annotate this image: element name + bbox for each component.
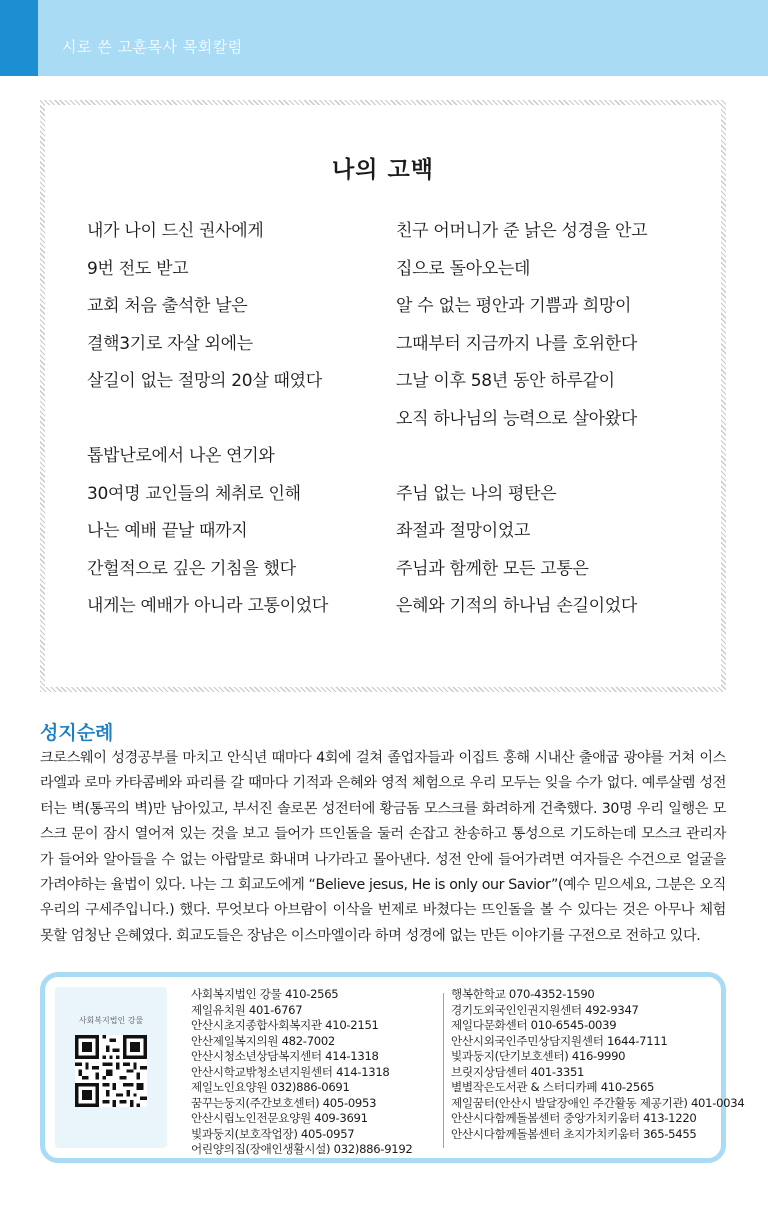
poem-line: 간헐적으로 깊은 기침을 했다 bbox=[87, 558, 296, 579]
pilgrimage-heading: 성지순례 bbox=[40, 722, 114, 744]
directory-entry: 꿈꾸는둥지(주간보호센터) 405-0953 bbox=[191, 1095, 377, 1110]
stanza-gap bbox=[87, 401, 328, 439]
directory-entry: 안산시다함께돌봄센터 중앙가치키움터 413-1220 bbox=[451, 1111, 697, 1125]
directory-entry: 행복한학교 070-4352-1590 bbox=[451, 987, 595, 1001]
qr-card bbox=[55, 987, 167, 1148]
poem-line: 친구 어머니가 준 낡은 성경을 안고 bbox=[396, 221, 648, 241]
poem-line: 살길이 없는 절망의 20살 때였다 bbox=[87, 371, 322, 391]
poem-frame bbox=[40, 100, 726, 692]
directory-entry: 제일유치원 401-6767 bbox=[191, 1002, 303, 1017]
poem-line: 알 수 없는 평안과 기쁨과 희망이 bbox=[396, 296, 632, 316]
poem-line: 나는 예배 끝날 때까지 bbox=[87, 521, 248, 541]
directory-entry: 안산시청소년상담복지센터 414-1318 bbox=[191, 1049, 379, 1063]
directory-entry: 제일꿈터(안산시 발달장애인 주간활동 제공기관) 401-0034 bbox=[451, 1095, 745, 1110]
poem-panel bbox=[45, 105, 721, 687]
poem-line: 오직 하나님의 능력으로 살아왔다 bbox=[396, 408, 638, 429]
directory-entry: 빛과둥지(단기보호센터) 416-9990 bbox=[451, 1049, 626, 1063]
directory-divider bbox=[443, 993, 444, 1148]
qr-caption: 사회복지법인 강물 bbox=[78, 1016, 144, 1025]
directory-right-column bbox=[451, 987, 744, 1142]
poem-line: 톱밥난로에서 나온 연기와 bbox=[87, 446, 275, 466]
poem-line: 9번 전도 받고 bbox=[87, 258, 189, 279]
directory-entry: 경기도외국인인권지원센터 492-9347 bbox=[451, 1002, 639, 1017]
directory-entry: 안산제일복지의원 482-7002 bbox=[191, 1033, 336, 1048]
directory-entry: 안산시립노인전문요양원 409-3691 bbox=[191, 1111, 368, 1125]
directory-entry: 빛과둥지(보호작업장) 405-0957 bbox=[191, 1126, 355, 1141]
directory-entry: 안산시초지종합사회복지관 410-2151 bbox=[191, 1018, 379, 1032]
directory-entry: 안산시외국인주민상담지원센터 1644-7111 bbox=[451, 1033, 668, 1048]
poem-line: 좌절과 절망이었고 bbox=[396, 521, 531, 541]
poem-line: 30여명 교인들의 체취로 인해 bbox=[87, 483, 301, 504]
directory-entry: 별별작은도서관 & 스터디카페 410-2565 bbox=[451, 1080, 655, 1094]
column-series-title: 시로 쓴 고훈목사 목회칼럼 bbox=[62, 38, 243, 56]
poem-line: 교회 처음 출석한 날은 bbox=[87, 296, 248, 316]
directory-entry: 어린양의집(장애인생활시설) 032)886-9192 bbox=[191, 1142, 413, 1156]
poem-line: 은혜와 기적의 하나님 손길이었다 bbox=[396, 596, 638, 616]
directory-entry: 제일다문화센터 010-6545-0039 bbox=[451, 1018, 617, 1032]
directory-entry: 안산시다함께돌봄센터 초지가치키움터 365-5455 bbox=[451, 1126, 697, 1141]
poem-line: 주님 없는 나의 평탄은 bbox=[396, 483, 557, 504]
directory-entry: 제일노인요양원 032)886-0691 bbox=[191, 1080, 350, 1094]
poem-line: 집으로 돌아오는데 bbox=[396, 258, 531, 279]
poem-line: 내게는 예배가 아니라 고통이었다 bbox=[87, 596, 329, 616]
poem-line: 내가 나이 드신 권사에게 bbox=[87, 221, 264, 241]
pilgrimage-body: 크로스웨이 성경공부를 마치고 안식년 때마다 4회에 걸쳐 졸업자들과 이집트 홍해 시내산 출애굽 광야를 거쳐 이스라엘과 로마 카타콤베와 파리를 갈 때마다 기적과 은혜와 영적 체험으로 우리 모두는 잊을 수가 없다. 예루살렘 성전터는 벽(통곡의 벽)만 남아있고, 부서진 솔로몬 성전터에 황금돔 모스크를 화려하게 건축했다. 30명 우리 일행은 모스크 문이 잠시 열어져 있는 것을 보고 들어가 뜨인돌을 둘러 손잡고 찬송하고 통성으로 기도하는데 모스크 관리자가 들어와 알아들을 수 없는 아랍말로 화내며 나가라고 몰아낸다. 성전 안에 들어가려면 여자들은 수건으로 얼굴을 가려야하는 율법이 있다. 나는 그 회교도에게 “Believe jesus, He is only our Savior”(예수 믿으세요, 그분은 오직 우리의 구세주입니다.) 했다. 무엇보다 아브람이 이삭을 번제로 바쳤다는 뜨인돌을 볼 수 있다는 것은 아무나 체험 못할 엄청난 은혜였다. 회교도들은 장남은 이스마엘이라 하며 성경에 없는 만든 이야기를 구전으로 전하고 있다. bbox=[40, 750, 726, 944]
organization-directory bbox=[40, 972, 745, 1163]
poem-line: 주님과 함께한 모든 고통은 bbox=[396, 558, 589, 579]
poem-line: 그날 이후 58년 동안 하루같이 bbox=[396, 371, 615, 391]
directory-entry: 안산시학교밖청소년지원센터 414-1318 bbox=[191, 1064, 390, 1079]
directory-entry: 사회복지법인 강물 410-2565 bbox=[191, 987, 339, 1001]
directory-entry: 브릿지상담센터 401-3351 bbox=[451, 1064, 585, 1079]
poem-right-column bbox=[396, 213, 647, 626]
qr-code-icon[interactable] bbox=[75, 1035, 147, 1107]
poem-line: 결핵3기로 자살 외에는 bbox=[87, 333, 253, 354]
poem-line: 그때부터 지금까지 나를 호위한다 bbox=[396, 333, 638, 354]
directory-left-column bbox=[191, 987, 413, 1158]
stanza-gap bbox=[396, 438, 647, 476]
header-accent-tab bbox=[0, 0, 38, 76]
poem-left-column bbox=[87, 213, 328, 626]
poem-title: 나의 고백 bbox=[332, 157, 434, 183]
